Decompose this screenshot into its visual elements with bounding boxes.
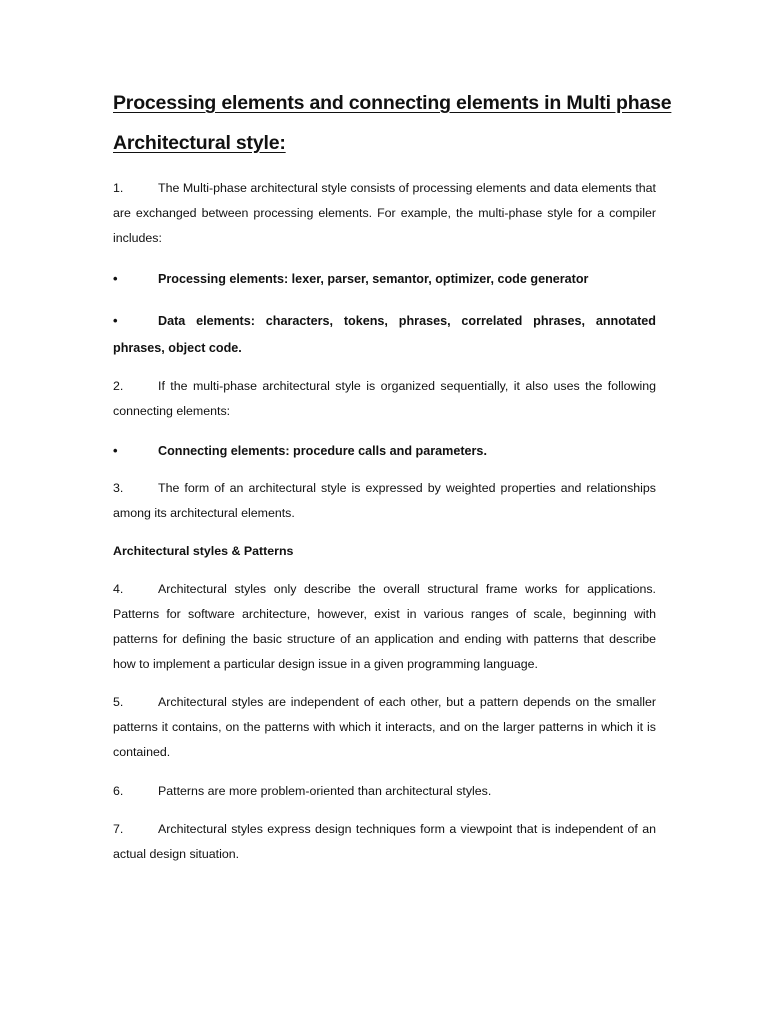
numbered-item-2 [113, 374, 656, 424]
bullet-text: Data elements: characters, tokens, phrases, correlated phrases, annotated phrases, object code. [113, 314, 656, 355]
bullet-text: Connecting elements: procedure calls and parameters. [158, 444, 487, 458]
item-text: The Multi-phase architectural style consists of processing elements and data elements that are exchanged between processing elements. For example, the multi-phase style for a compiler includes: [113, 181, 656, 245]
section-heading: Architectural styles & Patterns [113, 544, 294, 558]
item-number: 3. [113, 481, 124, 495]
numbered-item-4 [113, 577, 656, 677]
bullet-item-connecting [113, 437, 656, 465]
numbered-item-7 [113, 817, 656, 867]
item-number: 7. [113, 822, 124, 836]
bullet-item-data [113, 307, 656, 362]
item-number: 6. [113, 784, 124, 798]
item-text: If the multi-phase architectural style is organized sequentially, it also uses the following connecting elements: [113, 379, 656, 418]
numbered-item-1 [113, 176, 656, 251]
item-number: 5. [113, 695, 124, 709]
bullet-icon: • [113, 271, 118, 286]
bullet-item-processing [113, 265, 656, 293]
item-number: 2. [113, 379, 124, 393]
bullet-text: Processing elements: lexer, parser, semantor, optimizer, code generator [158, 272, 589, 286]
numbered-item-6 [113, 779, 656, 804]
item-text: Architectural styles are independent of each other, but a pattern depends on the smaller patterns it contains, on the patterns with which it interacts, and on the larger patterns in which it is contained. [113, 695, 656, 759]
item-number: 4. [113, 582, 124, 596]
numbered-item-5 [113, 690, 656, 765]
document-title-line-1: Processing elements and connecting elements in Multi phase [113, 92, 672, 114]
bullet-icon: • [113, 443, 118, 458]
numbered-item-3 [113, 476, 656, 526]
item-text: Architectural styles express design techniques form a viewpoint that is independent of an actual design situation. [113, 822, 656, 861]
document-title-line-2: Architectural style: [113, 132, 286, 154]
bullet-icon: • [113, 313, 118, 328]
item-text: Patterns are more problem-oriented than architectural styles. [158, 784, 492, 798]
item-text: Architectural styles only describe the overall structural frame works for applications. Patterns for software architecture, however, exist in various ranges of scale, beginning with patterns for defining the basic structure of an application and ending with patterns that describe how to implement a particular design issue in a given programming language. [113, 582, 656, 671]
item-number: 1. [113, 181, 124, 195]
item-text: The form of an architectural style is expressed by weighted properties and relationships among its architectural elements. [113, 481, 656, 520]
